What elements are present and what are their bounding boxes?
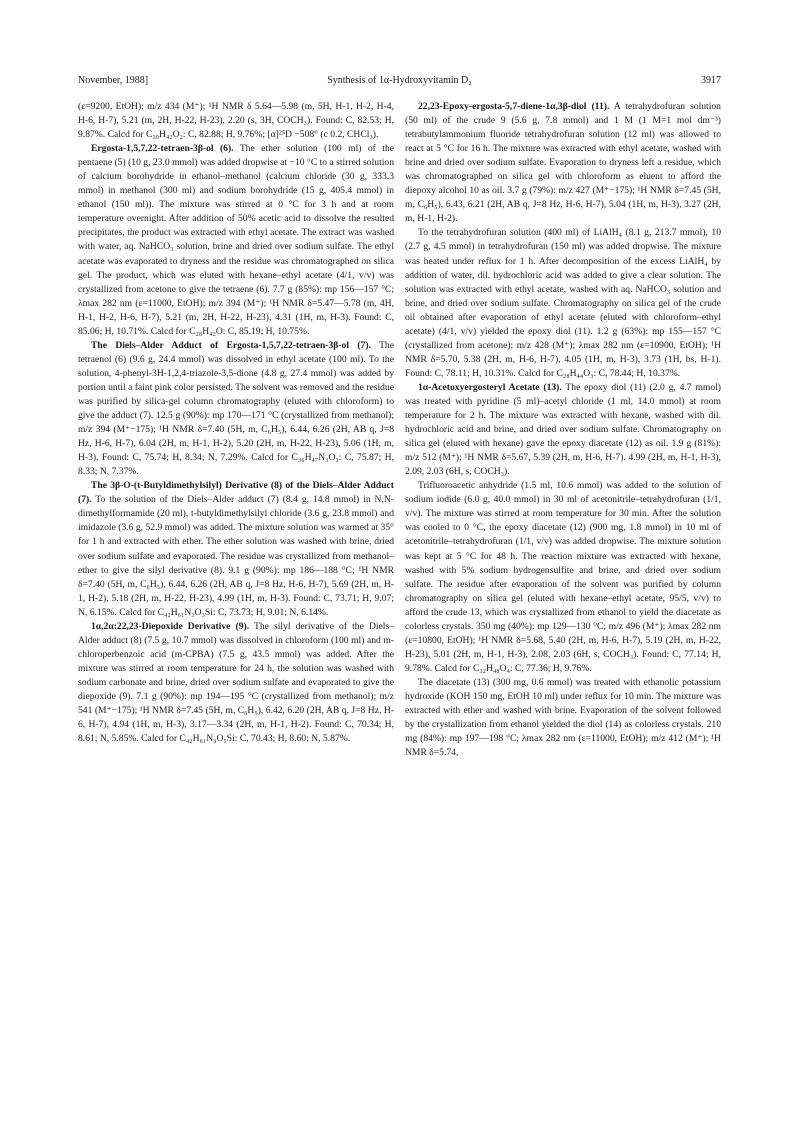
paragraph <box>405 479 721 676</box>
paragraph <box>78 479 394 619</box>
paragraph-title: 22,23-Epoxy-ergosta-5,7-diene-1α,3β-diol (11). <box>418 101 610 112</box>
paragraph-text: The tetraenol (6) (9.6 g, 24.4 mmol) was dissolved in ethyl acetate (100 ml). To the solution, 4-phenyl-3H-1,2,4-triazole-3,5-dione (4.8 g, 27.4 mmol) was added by portion until a faint pink color persisted. The solvent was removed and the residue was purified by silica-gel column chromatography (eluted with chloroform) to give the adduct (7). 12.5 g (90%): mp 170—171 °C (crystallized from methanol); m/z 394 (M⁺−175); ¹H NMR δ=7.40 (5H, m, C₆H₅), 6.44, 6.26 (2H, AB q, J=8 Hz, H-6, H-7), 6.04 (2H, m, H-1, H-2), 5.20 (2H, m, H-22, H-23), 5.06 (1H, m, H-3). Found: C, 75.74; H, 8.34; N, 7.29%. Calcd for C₃₆H₄₇N₃O₃: C, 75.87; H, 8.33; N, 7.37%. <box>78 339 394 478</box>
paragraph-text: (ε=9200, EtOH); m/z 434 (M⁺); ¹H NMR δ 5.64—5.98 (m, 5H, H-1, H-2, H-4, H-6, H-7), 5.21 (m, 2H, H-22, H-23), 2.20 (s, 3H, COCH₃). Found: C, 82.53; H, 9.87%. Calcd for C₃₀H₄₂O₂: C, 82.88; H, 9.76%; [α]²⁵D −508° (c 0.2, CHCl₃). <box>78 101 394 141</box>
paragraph-text: The silyl derivative of the Diels–Alder adduct (8) (7.5 g, 10.7 mmol) was dissolved in chloroform (100 ml) and m-chloroperbenzoic acid (m-CPBA) (7.5 g, 43.5 mmol) was added. After the mixture was stirred at room temperature for 24 h, the solution was washed with sodium carbonate and brine, dried over sodium sulfate and evaporated to give the diepoxide (9). 7.1 g (90%): mp 194—195 °C (crystallized from methanol); m/z 541 (M⁺−175); ¹H NMR δ=7.45 (5H, m, C₆H₅), 6.42, 6.20 (2H, AB q, J=8 Hz, H-6, H-7), 4.94 (1H, m, H-3), 3.17—3.34 (2H, m, H-1, H-2). Found: C, 70.34; H, 8.61; N, 5.85%. Calcd for C₄₂H₆₁N₃O₅Si: C, 70.43; H, 8.60; N, 5.87%. <box>78 620 394 745</box>
paragraph <box>78 142 394 339</box>
paragraph <box>78 620 394 746</box>
paragraph-title: 1α,2α:22,23-Diepoxide Derivative (9). <box>91 620 250 632</box>
paragraph-text: The epoxy diol (11) (2.0 g, 4.7 mmol) was treated with pyridine (5 ml)–acetyl chloride (1 ml, 14.0 mmol) at room temperature for 2 h. The mixture was extracted with hexane, washed with dil. hydrochloric acid and brine, and dried over sodium sulfate. Chromatography on silica gel (eluted with hexane) gave the epoxy diacetate (12) as oil. 1.9 g (81%): m/z 512 (M⁺); ¹H NMR δ=5.67, 5.39 (2H, m, H-6, H-7). 4.99 (2H, m, H-1, H-3), 2.09, 2.03 (6H, s, COCH₃). <box>405 381 721 478</box>
paragraph-title: The Diels–Alder Adduct of Ergosta-1,5,7,22-tetraen-3β-ol (7). <box>91 339 371 351</box>
paragraph-text: The diacetate (13) (300 mg, 0.6 mmol) was treated with ethanolic potassium hydroxide (KOH 150 mg, EtOH 10 ml) under reflux for 10 min. The mixture was extracted with ether and washed with brine. Evaporation of the solvent followed by the crystallization from ethanol yielded the diol (14) as colorless crystals. 210 mg (84%): mp 197—198 °C; λmax 282 nm (ε=11000, EtOH); m/z 412 (M⁺); ¹H NMR δ=5.74, <box>405 676 721 759</box>
header-title: Synthesis of 1α-Hydroxyvitamin D₂ <box>327 75 472 86</box>
header-page-number: 3917 <box>701 75 721 86</box>
paragraph-title: 1α-Acetoxyergosteryl Acetate (13). <box>418 381 562 393</box>
paragraph-title: The 3β-O-(t-Butyldimethylsilyl) Derivative (8) of the Diels–Alder Adduct (7). <box>78 480 394 506</box>
paragraph <box>405 676 721 760</box>
header-date: November, 1988] <box>78 75 149 86</box>
paragraph-text: The ether solution (100 ml) of the pentaene (5) (10 g, 23.0 mmol) was added dropwise at −10 °C to a stirred solution of calcium borohydride in ethanol–methanol (calcium chloride (30 g, 333.3 mmol) in methanol (300 ml) and sodium borohydride (15 g, 405.4 mmol) in ethanol (150 ml)). The mixture was stirred at 0 °C for 3 h and at room temperature overnight. After addition of 50% acetic acid to dissolve the resulted precipitates, the product was extracted with ethyl acetate. The extract was washed with water, aq. NaHCO₃ solution, brine and dried over sodium sulfate. The ethyl acetate was evaporated to dryness and the residue was chromatographed on silica gel. The product, which was eluted with hexane–ethyl acetate (4/1, v/v) was crystallized from acetone to give the tetraene (6). 7.7 g (85%): mp 156—157 °C; λmax 282 nm (ε=11000, EtOH); m/z 394 (M⁺); ¹H NMR δ=5.47—5.78 (m, 4H, H-1, H-2, H-6, H-7), 5.21 (m, 2H, H-22, H-23), 4.31 (1H, m, H-3). Found: C, 85.06; H, 10.71%. Calcd for C₂₈H₄₂O: C, 85.19; H, 10.75%. <box>78 143 394 337</box>
paragraph <box>405 100 721 226</box>
right-column <box>405 100 721 760</box>
paragraph-text: Trifluoroacetic anhydride (1.5 ml, 10.6 mmol) was added to the solution of sodium iodide (6.0 g, 40.0 mmol) in 30 ml of acetonitrile–tetrahydrofuran (1/1, v/v). The mixture was stirred at room temperature for 30 min. After the solution was cooled to 0 °C, the epoxy diacetate (12) (900 mg, 1.8 mmol) in 10 ml of acetonitrile–tetrahydrofuran (1/1, v/v) was added dropwise. The mixture solution was kept at 5 °C for 48 h. The reaction mixture was extracted with hexane, washed with 5% sodium hydrogensulfite and brine, and dried over sodium sulfate. The residue after evaporation of the solvent was purified by column chromatography on silica gel (eluted with hexane–ethyl acetate, 95/5, v/v) to afford the crude 13, which was crystallized from ethanol to yield the diacetate as colorless crystals. 350 mg (40%): mp 129—130 °C; m/z 496 (M⁺); λmax 282 nm (ε=10800, EtOH); ¹H NMR δ=5.68, 5.40 (2H, m, H-6, H-7), 5.19 (2H, m, H-22, H-23), 5.01 (2H, m, H-1, H-3), 2.08, 2.03 (6H, s, COCH₃). Found: C, 77.14; H, 9.78%. Calcd for C₃₂H₄₈O₄: C, 77.36; H, 9.76%. <box>405 480 721 674</box>
left-column <box>78 100 394 746</box>
paragraph <box>78 339 394 479</box>
paragraph <box>405 381 721 479</box>
paragraph <box>405 226 721 381</box>
paragraph-title: Ergosta-1,5,7,22-tetraen-3β-ol (6). <box>91 143 234 155</box>
running-header <box>78 74 721 88</box>
paragraph-text: To the solution of the Diels–Alder adduct (7) (8.4 g, 14.8 mmol) in N,N-dimethylformamide (20 ml), t-butyldimethylsilyl chloride (3.6 g, 23.8 mmol) and imidazole (3.6 g, 52.9 mmol) was added. The mixture solution was warmed at 35° for 1 h and extracted with ether. The ether solution was washed with brine, dried over sodium sulfate and evaporated. The residue was crystallized from methanol–ether to give the silyl derivative (8). 9.1 g (90%): mp 186—188 °C; ¹H NMR δ=7.40 (5H, m, C₆H₅), 6.44, 6.26 (2H, AB q, J=8 Hz, H-6, H-7), 5.69 (2H, m, H-1, H-2), 5.18 (2H, m, H-22, H-23), 4.99 (1H, m, H-3). Found: C, 73.71; H, 9.07; N, 6.15%. Calcd for C₄₂H₆₁N₃O₃Si: C, 73.73; H, 9.01; N, 6.14%. <box>78 494 394 618</box>
paragraph-text: A tetrahydrofuran solution (50 ml) of the crude 9 (5.6 g, 7.8 mmol) and 1 M (1 M=1 mol dm⁻³) tetrabutylammonium fluoride tetrahydrofuran solution (12 ml) was allowed to react at 5 °C for 16 h. The mixture was extracted with ethyl acetate, washed with brine and dried over sodium sulfate. Evaporation to dryness left a residue, which was chromatographed on silica gel with chloroform as eluent to afford the diepoxy alcohol 10 as oil. 3.7 g (79%): m/z 427 (M⁺−175); ¹H NMR δ=7.45 (5H, m, C₆H₅), 6.43, 6.21 (2H, AB q, J=8 Hz, H-6, H-7), 5.04 (1H, m, H-3), 3.27 (2H, m, H-1, H-2). <box>405 101 721 225</box>
paragraph <box>78 100 394 142</box>
paragraph-text: To the tetrahydrofuran solution (400 ml) of LiAlH₄ (8.1 g, 213.7 mmol), 10 (2.7 g, 4.5 mmol) in tetrahydrofuran (150 ml) was added dropwise. The mixture was heated under reflux for 1 h. After decomposition of the excess LiAlH₄ by addition of water, dil. hydrochloric acid was added to give a clear solution. The solution was extracted with ethyl acetate, washed with aq. NaHCO₃ solution and brine, and dried over sodium sulfate. Chromatography on silica gel of the crude oil obtained after evaporation of ethyl acetate (eluted with chloroform–ethyl acetate) (4/1, v/v) yielded the epoxy diol (11). 1.2 g (63%): mp 155—157 °C (crystallized from acetone); m/z 428 (M⁺); λmax 282 nm (ε=10900, EtOH); ¹H NMR δ=5.70, 5.38 (2H, m, H-6, H-7), 4.05 (1H, m, H-3), 3.73 (1H, bs, H-1). Found: C, 78.11; H, 10.31%. Calcd for C₂₈H₄₄O₃: C, 78.44; H, 10.37%. <box>405 227 721 379</box>
